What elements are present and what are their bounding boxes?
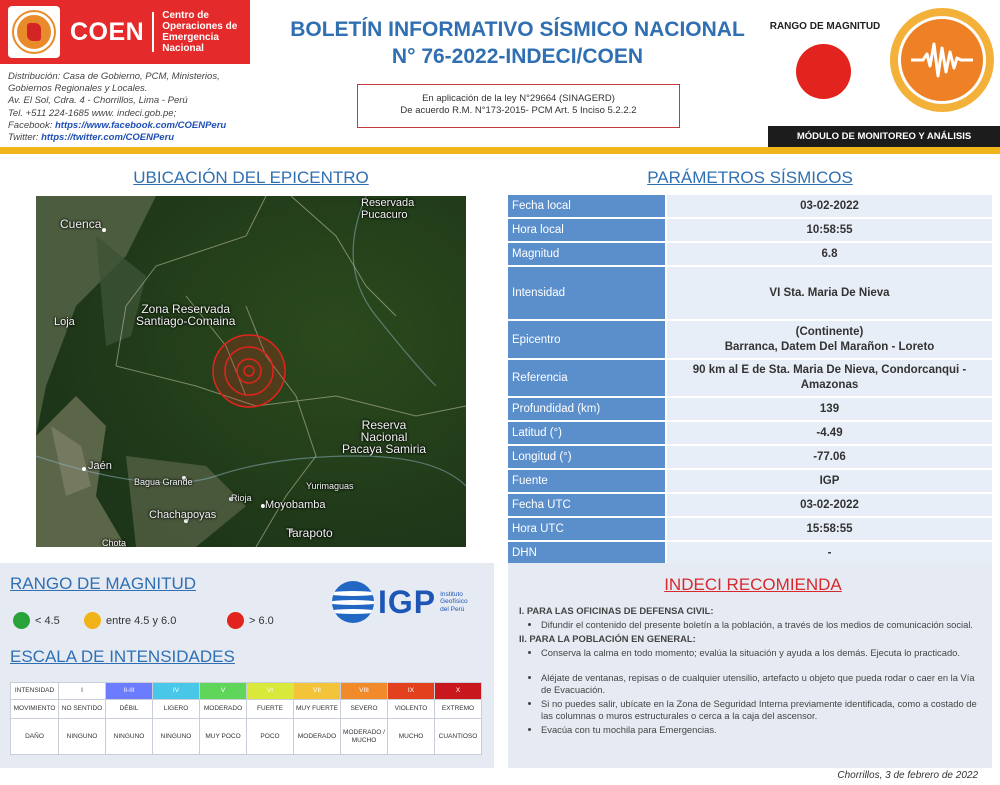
param-key: Hora local — [508, 219, 667, 243]
scale-level-cell: IX — [388, 683, 435, 700]
igp-sub-line: Instituto — [440, 590, 463, 598]
legend-item-low — [13, 612, 60, 629]
scale-level-cell: VIII — [341, 683, 388, 700]
map-label-line: Nacional — [360, 430, 408, 444]
legend-label: < 4.5 — [35, 614, 60, 627]
param-value — [667, 360, 992, 398]
param-key: Fuente — [508, 470, 667, 494]
scale-cell: NINGUNO — [59, 719, 106, 755]
scale-level-cell: I — [59, 683, 106, 700]
map-label-loja: Loja — [54, 316, 75, 328]
table-row — [508, 360, 992, 398]
param-key: Hora UTC — [508, 518, 667, 542]
facebook-line — [8, 120, 268, 132]
map-label-pucacuro — [361, 197, 414, 221]
param-key: Referencia — [508, 360, 667, 398]
scale-cell: EXTREMO — [435, 700, 482, 719]
scale-cell: VIOLENTO — [388, 700, 435, 719]
map-label-line: Reservada — [361, 197, 415, 209]
table-row — [11, 700, 482, 719]
facebook-label: Facebook: — [8, 119, 55, 131]
rec-list — [541, 619, 984, 631]
logo-sub-line: Nacional — [162, 43, 204, 54]
map-label-pacaya-samiria — [342, 419, 426, 455]
param-value: VI Sta. Maria De Nieva — [667, 267, 992, 321]
logo-divider — [152, 12, 154, 52]
param-value: -4.49 — [667, 422, 992, 446]
param-key: Epicentro — [508, 321, 667, 360]
seismic-params-table — [508, 195, 992, 566]
table-row — [508, 219, 992, 243]
scale-cell: FUERTE — [247, 700, 294, 719]
scale-level-cell: VI — [247, 683, 294, 700]
map-label-tarapoto: Tarapoto — [286, 526, 333, 540]
legend-label: > 6.0 — [249, 614, 274, 627]
scale-cell: POCO — [247, 719, 294, 755]
footer-date: Chorrillos, 3 de febrero de 2022 — [837, 770, 978, 781]
igp-sub-line: del Perú — [440, 605, 465, 613]
table-row — [508, 494, 992, 518]
logo-sub-line: Emergencia — [162, 32, 219, 43]
param-value: 139 — [667, 398, 992, 422]
scale-level-cell: II-III — [106, 683, 153, 700]
map-label-line: Pucacuro — [361, 209, 408, 221]
scale-level-cell: VII — [294, 683, 341, 700]
igp-sub-line: Geofísico — [440, 598, 468, 606]
map-section-title: UBICACIÓN DEL EPICENTRO — [133, 168, 369, 187]
map-label-chachapoyas: Chachapoyas — [149, 509, 217, 521]
table-row — [508, 243, 992, 267]
scale-cell: DÉBIL — [106, 700, 153, 719]
distribution-info — [8, 71, 268, 144]
table-row — [508, 470, 992, 494]
red-dot-icon — [227, 612, 244, 629]
param-value: IGP — [667, 470, 992, 494]
scale-cell: SEVERO — [341, 700, 388, 719]
scale-cell: MODERADO / MUCHO — [341, 719, 388, 755]
map-label-line: Reserva — [361, 418, 407, 432]
param-value: 6.8 — [667, 243, 992, 267]
igp-subtitle — [440, 591, 467, 614]
scale-level-cell: IV — [153, 683, 200, 700]
map-label-line: Santiago-Comaina — [136, 314, 236, 328]
param-value: 10:58:55 — [667, 219, 992, 243]
magnitude-indicator-dot — [796, 44, 851, 99]
list-item: • Evacúa con tu mochila para Emergencias. — [541, 724, 984, 736]
rec-section-heading: I. PARA LAS OFICINAS DE DEFENSA CIVIL: — [519, 605, 714, 616]
magnitude-legend-title: RANGO DE MAGNITUD — [10, 574, 197, 593]
list-item: • Aléjate de ventanas, repisas o de cualquier utensilio, artefacto u objeto que pueda rodar o caer en la Vía de Evacuación. — [541, 672, 984, 696]
recommendations-title: INDECI RECOMIENDA — [664, 575, 842, 594]
param-key: Fecha UTC — [508, 494, 667, 518]
coen-emblem-icon — [8, 6, 60, 58]
coen-logo — [0, 0, 250, 64]
green-dot-icon — [13, 612, 30, 629]
list-item: • Si no puedes salir, ubícate en la Zona de Seguridad Interna previamente identificada, como a costado de las columnas o muros estructurales o cerca a la caja del ascensor. — [541, 698, 984, 722]
scale-cell: MUY FUERTE — [294, 700, 341, 719]
igp-logo — [332, 580, 482, 624]
legend-item-high — [227, 612, 274, 629]
scale-cell: NO SENTIDO — [59, 700, 106, 719]
law-line2: De acuerdo R.M. N°173-2015- PCM Art. 5 Inciso 5.2.2.2 — [400, 105, 637, 116]
logo-text: COEN — [70, 17, 145, 46]
param-value — [667, 321, 992, 360]
scale-cell: NINGUNO — [106, 719, 153, 755]
map-label-cuenca: Cuenca — [60, 217, 102, 231]
epicenter-map[interactable] — [36, 196, 466, 547]
scale-cell: NINGUNO — [153, 719, 200, 755]
title-line1: BOLETÍN INFORMATIVO SÍSMICO NACIONAL — [290, 18, 745, 41]
facebook-link[interactable]: https://www.facebook.com/COENPeru — [55, 119, 227, 131]
scale-cell: MODERADO — [294, 719, 341, 755]
table-row — [508, 446, 992, 470]
intensity-scale-table — [10, 682, 482, 755]
map-label-bagua-grande: Bagua Grande — [134, 477, 193, 487]
scale-cell: MODERADO — [200, 700, 247, 719]
law-line1: En aplicación de la ley N°29664 (SINAGERD) — [422, 93, 615, 104]
distribution-line: Av. El Sol, Cdra. 4 - Chorrillos, Lima - Perú — [8, 95, 188, 107]
logo-sub-line: Operaciones de — [162, 21, 238, 32]
igp-text: IGP — [378, 583, 437, 620]
monitoring-module-label: MÓDULO DE MONITOREO Y ANÁLISIS — [768, 126, 1000, 147]
distribution-line: Tel. +511 224-1685 www. indeci.gob.pe; — [8, 107, 177, 119]
param-value: 03-02-2022 — [667, 494, 992, 518]
map-label-yurimaguas: Yurimaguas — [306, 481, 354, 491]
distribution-line: Gobiernos Regionales y Locales. — [8, 83, 148, 95]
param-key: Longitud (°) — [508, 446, 667, 470]
map-label-jaen: Jaén — [88, 460, 112, 472]
param-value-line: (Continente) — [795, 325, 864, 338]
map-label-line: Zona Reservada — [141, 302, 231, 316]
rec-section-heading: II. PARA LA POBLACIÓN EN GENERAL: — [519, 633, 696, 644]
rango-magnitud-heading: RANGO DE MAGNITUD — [769, 21, 881, 32]
igp-globe-icon — [332, 581, 374, 623]
map-label-chota: Chota — [102, 538, 127, 547]
param-value: - — [667, 542, 992, 566]
scale-level-cell: X — [435, 683, 482, 700]
logo-sub-line: Centro de — [162, 10, 209, 21]
scale-cell: LIGERO — [153, 700, 200, 719]
table-row — [508, 518, 992, 542]
scale-row-label: MOVIMIENTO — [11, 700, 59, 719]
list-item: • Difundir el contenido del presente boletín a la población, a través de los medios de comunicación social. — [541, 619, 984, 631]
param-value: 03-02-2022 — [667, 195, 992, 219]
table-row — [508, 422, 992, 446]
map-label-moyobamba: Moyobamba — [265, 499, 326, 511]
param-value: 15:58:55 — [667, 518, 992, 542]
table-row — [11, 683, 482, 700]
param-value-line: Barranca, Datem Del Marañon - Loreto — [724, 340, 935, 353]
table-row — [508, 195, 992, 219]
param-value-line: 90 km al E de Sta. Maria De Nieva, Condorcanqui - — [692, 364, 967, 376]
param-value-line: Amazonas — [800, 379, 859, 391]
param-key: Profundidad (km) — [508, 398, 667, 422]
param-value: -77.06 — [667, 446, 992, 470]
scale-cell: CUANTIOSO — [435, 719, 482, 755]
list-item: • Conserva la calma en todo momento; evalúa la situación y ayuda a los demás. Ejecuta lo practicado. — [541, 647, 984, 659]
twitter-label: Twitter: — [8, 132, 42, 144]
scale-cell: MUCHO — [388, 719, 435, 755]
recommendations-content — [519, 603, 984, 736]
table-row — [11, 719, 482, 755]
logo-subtitle — [162, 10, 237, 54]
scale-level-cell: V — [200, 683, 247, 700]
rec-list — [541, 647, 984, 736]
twitter-line — [8, 132, 268, 144]
param-key: Intensidad — [508, 267, 667, 321]
map-label-line: Pacaya Samiria — [342, 442, 427, 456]
yellow-dot-icon — [84, 612, 101, 629]
legend-label: entre 4.5 y 6.0 — [106, 614, 177, 627]
legend-item-mid — [84, 612, 176, 629]
table-row — [508, 321, 992, 360]
scale-row-label: DAÑO — [11, 719, 59, 755]
param-key: DHN — [508, 542, 667, 566]
title-line2: N° 76-2022-INDECI/COEN — [391, 45, 644, 68]
table-row — [508, 267, 992, 321]
twitter-link[interactable]: https://twitter.com/COENPeru — [41, 132, 175, 144]
param-key: Fecha local — [508, 195, 667, 219]
table-row — [508, 398, 992, 422]
params-section-title: PARÁMETROS SÍSMICOS — [647, 168, 853, 187]
scale-cell: MUY POCO — [200, 719, 247, 755]
distribution-line: Distribución: Casa de Gobierno, PCM, Ministerios, — [8, 71, 220, 82]
law-reference-box — [357, 84, 680, 128]
bulletin-title — [270, 16, 765, 70]
seismograph-icon — [890, 8, 994, 112]
param-key: Magnitud — [508, 243, 667, 267]
scale-row-label: INTENSIDAD — [11, 683, 59, 700]
map-label-rioja: Rioja — [231, 493, 252, 503]
param-key: Latitud (°) — [508, 422, 667, 446]
header-divider-bar — [0, 147, 1000, 154]
intensity-scale-title: ESCALA DE INTENSIDADES — [10, 647, 235, 666]
map-label-santiago-comaina — [136, 303, 235, 327]
